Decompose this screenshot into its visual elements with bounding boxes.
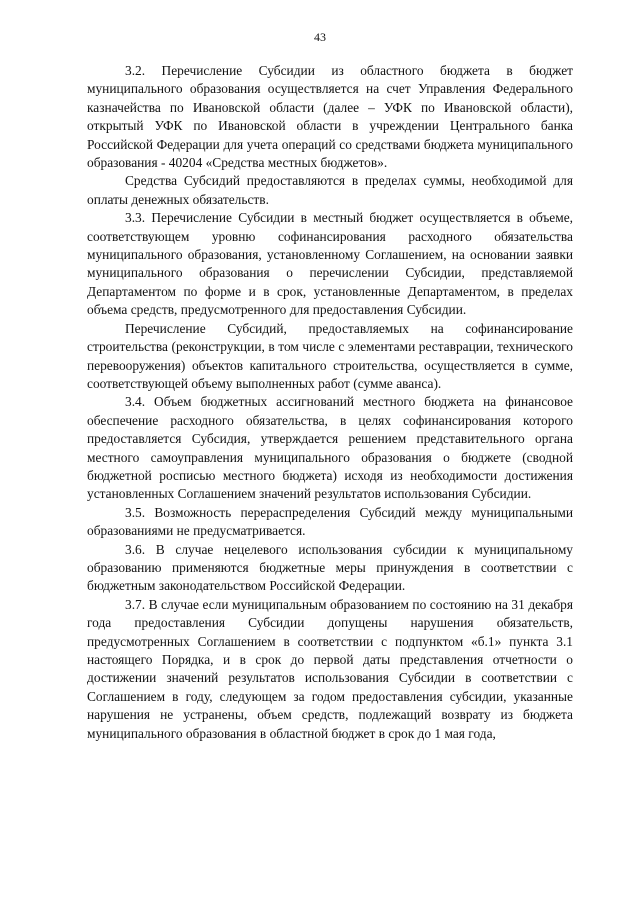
paragraph-3-4: 3.4. Объем бюджетных ассигнований местного бюджета на финансовое обеспечение расходного обязательства, в целях софинансирования которого предоставляется Субсидия, утверждается решением представительного органа местного самоуправления муниципального образования о бюджете (сводной бюджетной росписью местного бюджета) исходя из необходимости достижения установленных Соглашением значений результатов использования Субсидии. [87,394,573,502]
page-number: 43 [314,30,326,44]
paragraph-3-5: 3.5. Возможность перераспределения Субсидий между муниципальными образованиями не предусматривается. [87,504,573,539]
paragraph-3-3: 3.3. Перечисление Субсидии в местный бюджет осуществляется в объеме, соответствующем уровню софинансирования расходного обязательства муниципального образования, установленному Соглашением, на основании заявки муниципального образования о перечислении Субсидии, представляемой Департаментом по форме и в срок, установленные Департаментом, в пределах объема средств, предусмотренного для предоставления Субсидии. [87,210,573,318]
paragraph-3-6: 3.6. В случае нецелевого использования субсидии к муниципальному образованию применяются бюджетные меры принуждения в соответствии с бюджетным законодательством Российской Федерации. [87,541,573,594]
document-body [87,62,573,743]
paragraph-3-2-funds: Средства Субсидий предоставляются в пределах суммы, необходимой для оплаты денежных обязательств. [87,173,573,207]
paragraph-3-3-construction: Перечисление Субсидий, предоставляемых на софинансирование строительства (реконструкции, в том числе с элементами реставрации, технического перевооружения) объектов капитального строительства, осуществляется в сумме, соответствующей объему выполненных работ (сумме аванса). [87,320,573,391]
paragraph-3-7: 3.7. В случае если муниципальным образованием по состоянию на 31 декабря года предоставления Субсидии допущены нарушения обязательств, предусмотренных Соглашением в соответствии с подпунктом «б.1» пункта 3.1 настоящего Порядка, и в срок до первой даты представления отчетности о достижении значений результатов использования Субсидии в соответствии с Соглашением в году, следующем за годом предоставления субсидии, указанные нарушения не устранены, объем средств, подлежащий возврату из бюджета муниципального образования в областной бюджет в срок до 1 мая года, [87,596,573,741]
paragraph-3-2: 3.2. Перечисление Субсидии из областного бюджета в бюджет муниципального образования осуществляется на счет Управления Федерального казначейства по Ивановской области (далее – УФК по Ивановской области), открытый УФК по Ивановской области в учреждении Центрального банка Российской Федерации для учета операций со средствами бюджета муниципального образования - 40204 «Средства местных бюджетов». [87,63,573,171]
